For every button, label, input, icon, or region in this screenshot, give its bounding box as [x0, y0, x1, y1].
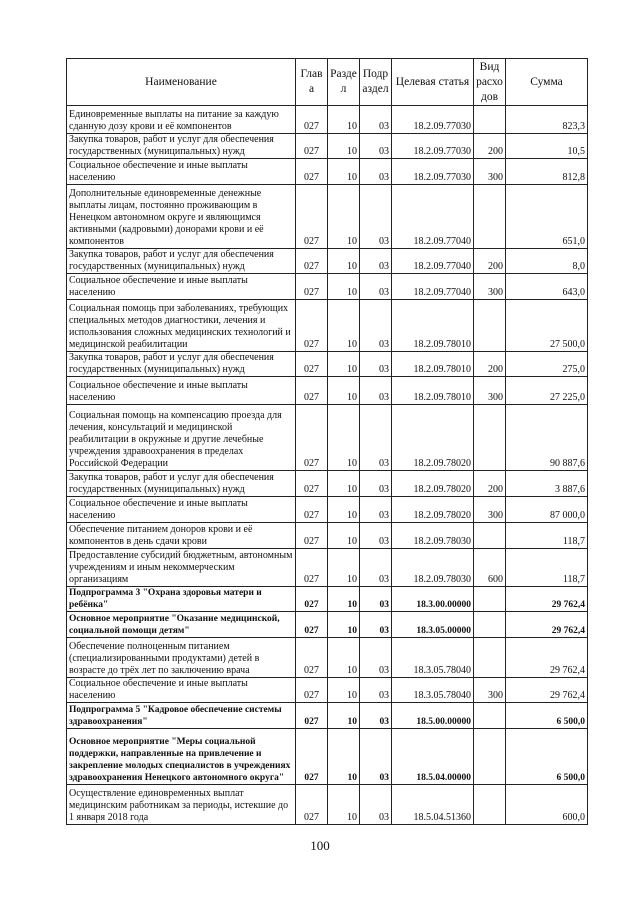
section-cell: 10: [328, 703, 360, 729]
target-article-cell: 18.2.09.77030: [392, 106, 474, 134]
subsection-cell: 03: [360, 638, 392, 678]
name-cell: Закупка товаров, работ и услуг для обеспечения государственных (муниципальных) нужд: [67, 134, 296, 159]
name-cell: Дополнительные единовременные денежные выплаты лицам, постоянно проживающим в Ненецком автономном округе и являющимся активными (кадровыми) донорами крови и её компонентов: [67, 185, 296, 249]
amount-cell: 651,0: [506, 185, 588, 249]
amount-cell: 3 887,6: [506, 471, 588, 497]
amount-cell: 118,7: [506, 523, 588, 549]
table-row: [67, 249, 588, 274]
chapter-cell: 027: [296, 377, 328, 405]
header-section: Разде л: [328, 59, 360, 106]
section-cell: 10: [328, 185, 360, 249]
table-row: [67, 785, 588, 825]
table-row: [67, 703, 588, 729]
section-cell: 10: [328, 638, 360, 678]
table-row: [67, 497, 588, 523]
expense-type-cell: [474, 638, 506, 678]
amount-cell: 812,8: [506, 159, 588, 185]
target-article-cell: 18.3.05.00000: [392, 612, 474, 638]
expense-type-cell: 300: [474, 497, 506, 523]
chapter-cell: 027: [296, 134, 328, 159]
chapter-cell: 027: [296, 471, 328, 497]
target-article-cell: 18.5.04.00000: [392, 729, 474, 785]
table-row: [67, 106, 588, 134]
expense-type-cell: 300: [474, 274, 506, 300]
subsection-cell: 03: [360, 159, 392, 185]
expense-type-cell: 200: [474, 249, 506, 274]
name-cell: Подпрограмма 3 "Охрана здоровья матери и ребёнка": [67, 587, 296, 612]
expense-type-cell: 200: [474, 134, 506, 159]
table-row: [67, 300, 588, 352]
table-row: [67, 549, 588, 587]
amount-cell: 29 762,4: [506, 612, 588, 638]
section-cell: 10: [328, 497, 360, 523]
subsection-cell: 03: [360, 185, 392, 249]
amount-cell: 27 500,0: [506, 300, 588, 352]
target-article-cell: 18.3.05.78040: [392, 678, 474, 703]
expense-type-cell: [474, 185, 506, 249]
table-row: [67, 587, 588, 612]
name-cell: Социальная помощь на компенсацию проезда для лечения, консультаций и медицинской реабилитации в окружные и другие лечебные учреждения здравоохранения в пределах Российской Федерации: [67, 405, 296, 471]
table-row: [67, 377, 588, 405]
chapter-cell: 027: [296, 523, 328, 549]
expense-type-cell: [474, 729, 506, 785]
chapter-cell: 027: [296, 678, 328, 703]
budget-table: [66, 58, 588, 825]
target-article-cell: 18.2.09.77040: [392, 249, 474, 274]
table-row: [67, 678, 588, 703]
target-article-cell: 18.5.04.51360: [392, 785, 474, 825]
chapter-cell: 027: [296, 352, 328, 377]
subsection-cell: 03: [360, 587, 392, 612]
subsection-cell: 03: [360, 134, 392, 159]
subsection-cell: 03: [360, 678, 392, 703]
amount-cell: 29 762,4: [506, 587, 588, 612]
section-cell: 10: [328, 405, 360, 471]
target-article-cell: 18.2.09.78010: [392, 377, 474, 405]
table-row: [67, 638, 588, 678]
name-cell: Основное мероприятие "Оказание медицинской, социальной помощи детям": [67, 612, 296, 638]
chapter-cell: 027: [296, 703, 328, 729]
subsection-cell: 03: [360, 703, 392, 729]
expense-type-cell: 300: [474, 678, 506, 703]
name-cell: Закупка товаров, работ и услуг для обеспечения государственных (муниципальных) нужд: [67, 352, 296, 377]
section-cell: 10: [328, 377, 360, 405]
table-row: [67, 729, 588, 785]
amount-cell: 275,0: [506, 352, 588, 377]
section-cell: 10: [328, 587, 360, 612]
subsection-cell: 03: [360, 249, 392, 274]
expense-type-cell: [474, 300, 506, 352]
amount-cell: 10,5: [506, 134, 588, 159]
expense-type-cell: 300: [474, 377, 506, 405]
amount-cell: 118,7: [506, 549, 588, 587]
table-row: [67, 159, 588, 185]
amount-cell: 6 500,0: [506, 729, 588, 785]
name-cell: Социальное обеспечение и иные выплаты населению: [67, 159, 296, 185]
expense-type-cell: 300: [474, 159, 506, 185]
name-cell: Подпрограмма 5 "Кадровое обеспечение системы здравоохранения": [67, 703, 296, 729]
amount-cell: 90 887,6: [506, 405, 588, 471]
section-cell: 10: [328, 678, 360, 703]
expense-type-cell: [474, 612, 506, 638]
subsection-cell: 03: [360, 300, 392, 352]
header-expense-type: Вид расхо дов: [474, 59, 506, 106]
section-cell: 10: [328, 159, 360, 185]
subsection-cell: 03: [360, 523, 392, 549]
name-cell: Закупка товаров, работ и услуг для обеспечения государственных (муниципальных) нужд: [67, 471, 296, 497]
table-row: [67, 405, 588, 471]
subsection-cell: 03: [360, 729, 392, 785]
chapter-cell: 027: [296, 729, 328, 785]
name-cell: Социальное обеспечение и иные выплаты населению: [67, 497, 296, 523]
target-article-cell: 18.2.09.77030: [392, 134, 474, 159]
chapter-cell: 027: [296, 785, 328, 825]
name-cell: Социальное обеспечение и иные выплаты населению: [67, 274, 296, 300]
table-row: [67, 134, 588, 159]
section-cell: 10: [328, 785, 360, 825]
chapter-cell: 027: [296, 549, 328, 587]
subsection-cell: 03: [360, 377, 392, 405]
target-article-cell: 18.3.00.00000: [392, 587, 474, 612]
subsection-cell: 03: [360, 612, 392, 638]
header-amount: Сумма: [506, 59, 588, 106]
table-row: [67, 523, 588, 549]
subsection-cell: 03: [360, 497, 392, 523]
chapter-cell: 027: [296, 185, 328, 249]
target-article-cell: 18.2.09.78020: [392, 405, 474, 471]
name-cell: Социальная помощь при заболеваниях, требующих специальных методов диагностики, лечения и использования сложных медицинских технологий и медицинской реабилитации: [67, 300, 296, 352]
target-article-cell: 18.2.09.78010: [392, 352, 474, 377]
chapter-cell: 027: [296, 497, 328, 523]
amount-cell: 29 762,4: [506, 638, 588, 678]
expense-type-cell: [474, 785, 506, 825]
name-cell: Предоставление субсидий бюджетным, автономным учреждениям и иным некоммерческим организациям: [67, 549, 296, 587]
subsection-cell: 03: [360, 471, 392, 497]
name-cell: Осуществление единовременных выплат медицинским работникам за периоды, истекшие до 1 января 2018 года: [67, 785, 296, 825]
table-row: [67, 185, 588, 249]
section-cell: 10: [328, 612, 360, 638]
amount-cell: 823,3: [506, 106, 588, 134]
table-row: [67, 471, 588, 497]
name-cell: Основное мероприятие "Меры социальной поддержки, направленные на привлечение и закрепление молодых специалистов в учреждениях здравоохранения Ненецкого автономного округа": [67, 729, 296, 785]
section-cell: 10: [328, 523, 360, 549]
header-subsection: Подр аздел: [360, 59, 392, 106]
section-cell: 10: [328, 352, 360, 377]
section-cell: 10: [328, 729, 360, 785]
target-article-cell: 18.2.09.78030: [392, 523, 474, 549]
subsection-cell: 03: [360, 274, 392, 300]
section-cell: 10: [328, 249, 360, 274]
chapter-cell: 027: [296, 587, 328, 612]
expense-type-cell: 200: [474, 352, 506, 377]
name-cell: Социальное обеспечение и иные выплаты населению: [67, 678, 296, 703]
amount-cell: 600,0: [506, 785, 588, 825]
name-cell: Обеспечение питанием доноров крови и её компонентов в день сдачи крови: [67, 523, 296, 549]
target-article-cell: 18.2.09.78020: [392, 471, 474, 497]
name-cell: Социальное обеспечение и иные выплаты населению: [67, 377, 296, 405]
amount-cell: 8,0: [506, 249, 588, 274]
section-cell: 10: [328, 471, 360, 497]
target-article-cell: 18.5.00.00000: [392, 703, 474, 729]
expense-type-cell: [474, 703, 506, 729]
expense-type-cell: [474, 106, 506, 134]
name-cell: Обеспечение полноценным питанием (специализированными продуктами) детей в возрасте до трёх лет по заключению врача: [67, 638, 296, 678]
target-article-cell: 18.2.09.78020: [392, 497, 474, 523]
subsection-cell: 03: [360, 405, 392, 471]
table-row: [67, 274, 588, 300]
name-cell: Закупка товаров, работ и услуг для обеспечения государственных (муниципальных) нужд: [67, 249, 296, 274]
header-target-article: Целевая статья: [392, 59, 474, 106]
amount-cell: 27 225,0: [506, 377, 588, 405]
amount-cell: 29 762,4: [506, 678, 588, 703]
subsection-cell: 03: [360, 106, 392, 134]
target-article-cell: 18.3.05.78040: [392, 638, 474, 678]
section-cell: 10: [328, 549, 360, 587]
subsection-cell: 03: [360, 352, 392, 377]
amount-cell: 87 000,0: [506, 497, 588, 523]
subsection-cell: 03: [360, 785, 392, 825]
chapter-cell: 027: [296, 300, 328, 352]
expense-type-cell: 200: [474, 471, 506, 497]
subsection-cell: 03: [360, 549, 392, 587]
chapter-cell: 027: [296, 638, 328, 678]
target-article-cell: 18.2.09.77040: [392, 274, 474, 300]
chapter-cell: 027: [296, 405, 328, 471]
chapter-cell: 027: [296, 249, 328, 274]
chapter-cell: 027: [296, 612, 328, 638]
section-cell: 10: [328, 134, 360, 159]
chapter-cell: 027: [296, 274, 328, 300]
expense-type-cell: [474, 587, 506, 612]
page-number: 100: [310, 838, 330, 853]
expense-type-cell: [474, 405, 506, 471]
target-article-cell: 18.2.09.77030: [392, 159, 474, 185]
table-header-row: [67, 59, 588, 106]
table-row: [67, 612, 588, 638]
chapter-cell: 027: [296, 159, 328, 185]
table-row: [67, 352, 588, 377]
section-cell: 10: [328, 106, 360, 134]
header-chapter: Глав а: [296, 59, 328, 106]
target-article-cell: 18.2.09.77040: [392, 185, 474, 249]
header-name: Наименование: [67, 59, 296, 106]
target-article-cell: 18.2.09.78010: [392, 300, 474, 352]
section-cell: 10: [328, 300, 360, 352]
amount-cell: 643,0: [506, 274, 588, 300]
amount-cell: 6 500,0: [506, 703, 588, 729]
chapter-cell: 027: [296, 106, 328, 134]
target-article-cell: 18.2.09.78030: [392, 549, 474, 587]
section-cell: 10: [328, 274, 360, 300]
expense-type-cell: [474, 523, 506, 549]
expense-type-cell: 600: [474, 549, 506, 587]
name-cell: Единовременные выплаты на питание за каждую сданную дозу крови и её компонентов: [67, 106, 296, 134]
